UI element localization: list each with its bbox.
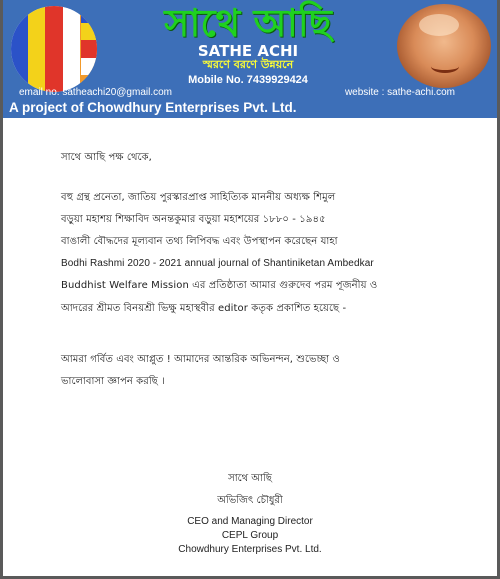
- letter-line: আদরের শ্রীমত বিনয়শ্রী ভিক্ষু মহাস্থবীর editor কতৃক প্রকাশিত হয়েছে -: [61, 303, 347, 314]
- letter-line: বাঙালী বৌদ্ধদের মূল্যবান তথ্য লিপিবদ্ধ এবং উপস্থাপন করেছেন যাহা: [61, 236, 338, 247]
- mobile-number: Mobile No. 7439929424: [188, 74, 308, 86]
- contact-line: [9, 86, 493, 100]
- letter-line: Bodhi Rashmi 2020 - 2021 annual journal of Shantiniketan Ambedkar: [61, 258, 374, 269]
- website-address: website : sathe-achi.com: [344, 87, 455, 98]
- salutation: সাথে আছি পক্ষ থেকে,: [61, 152, 152, 163]
- signature-org: সাথে আছি: [228, 473, 272, 484]
- letter-line: Buddhist Welfare Mission এর প্রতিষ্ঠাতা আমার গুরুদেব পরম পূজনীয় ও: [61, 280, 378, 291]
- signature-role: CEO and Managing Director: [187, 516, 313, 527]
- brand-title-bengali: সাথে আছি: [164, 1, 332, 45]
- buddhist-flag-icon: [11, 6, 97, 92]
- project-statement: A project of Chowdhury Enterprises Pvt. Ltd.: [9, 100, 297, 115]
- letter-line: বড়ুয়া মহাশয় শিক্ষাবিদ অনন্তকুমার বড়ুয়া মহাশয়ের ১৮৮০ - ১৯৪৫: [61, 214, 326, 225]
- signature-company: Chowdhury Enterprises Pvt. Ltd.: [178, 544, 322, 555]
- letterhead: [3, 0, 497, 118]
- signature-name: অভিজিৎ চৌধুরী: [217, 495, 283, 506]
- brand-title-english: SATHE ACHI: [197, 42, 299, 60]
- signature-group: CEPL Group: [221, 530, 279, 541]
- closing-line: ভালোবাসা জ্ঞাপন করছি ।: [61, 376, 165, 387]
- closing-line: আমরা গর্বিত এবং আপ্লুত ! আমাদের আন্তরিক অভিনন্দন, শুভেচ্ছা ও: [61, 354, 340, 365]
- letter-line: বহু গ্রন্থ প্রনেতা, জাতিয় পুরস্কারপ্রাপ্ত সাহিত্যিক মাননীয় অধ্যক্ষ শিমুল: [61, 192, 336, 203]
- email-address: email no. satheachi20@gmail.com: [19, 87, 173, 98]
- brand-tagline: স্মরণে বরণে উন্নয়নে: [202, 58, 294, 71]
- portrait-photo: [397, 4, 491, 88]
